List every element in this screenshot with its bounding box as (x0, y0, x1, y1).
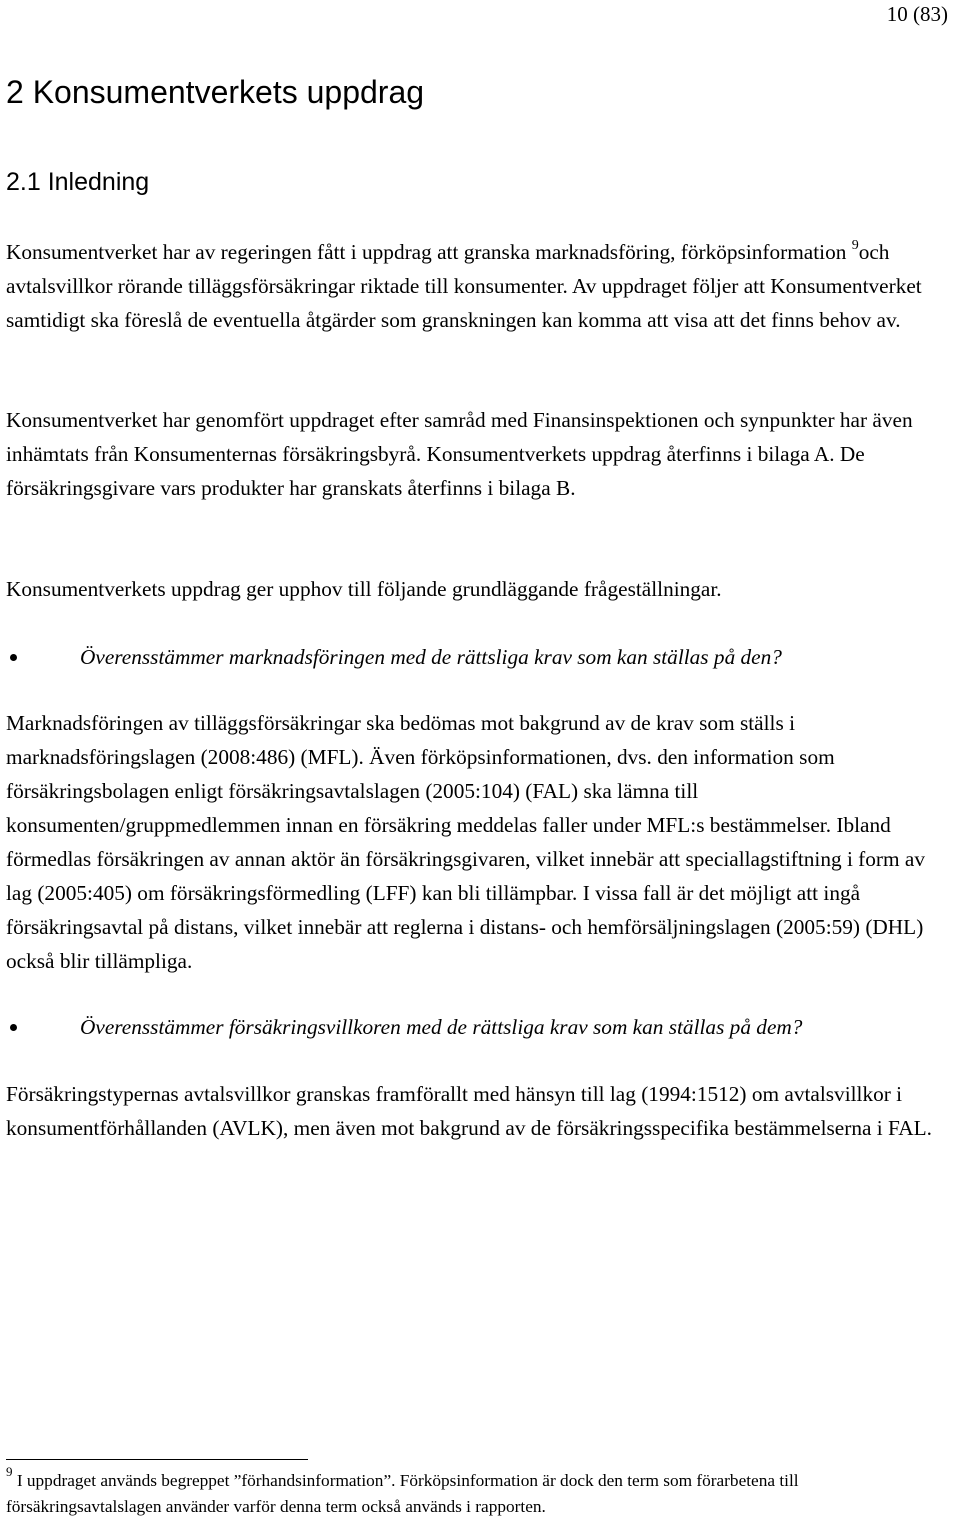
footnote-reference: 9 (851, 237, 859, 253)
footnote (6, 1464, 954, 1520)
paragraph-consultation: Konsumentverket har genomfört uppdraget efter samråd med Finansinspektionen och synpunkter har även inhämtats från Konsumenternas försäkringsbyrå. Konsumentverkets uppdrag återfinns i bilaga A. De försäkringsgivare vars produkter har granskats återfinns i bilaga B. (6, 408, 913, 500)
footnote-text: I uppdraget används begreppet ”förhandsinformation”. Förköpsinformation är dock den term som förarbetena till försäkringsavtalslagen använder varför denna term också används i rapporten. (6, 1471, 799, 1516)
section-heading: 2.1 Inledning (6, 168, 150, 196)
chapter-heading: 2 Konsumentverkets uppdrag (6, 74, 425, 110)
paragraph-intro-part-2: och avtalsvillkor rörande tilläggsförsäkringar riktade till konsumenter. Av uppdraget följer att Konsumentverket samtidigt ska föreslå de eventuella åtgärder som granskningen kan komma att visa att det finns behov av. (6, 240, 922, 332)
bullet-item-terms-text: Överensstämmer försäkringsvillkoren med de rättsliga krav som kan ställas på dem? (80, 1015, 803, 1039)
bullet-item-marketing-text: Överensstämmer marknadsföringen med de rättsliga krav som kan ställas på den? (80, 645, 782, 669)
footnote-number: 9 (6, 1464, 13, 1480)
paragraph-questions-intro: Konsumentverkets uppdrag ger upphov till följande grundläggande frågeställningar. (6, 577, 722, 601)
paragraph-contract-terms: Försäkringstypernas avtalsvillkor granskas framförallt med hänsyn till lag (1994:1512) om avtalsvillkor i konsumentförhållanden (AVLK), men även mot bakgrund av de försäkringsspecifika bestämmelserna i FAL. (6, 1082, 932, 1140)
paragraph-intro-part-1: Konsumentverket har av regeringen fått i uppdrag att granska marknadsföring, förköpsinformation (6, 240, 852, 264)
footnote-divider (6, 1459, 308, 1460)
bullet-icon (10, 654, 17, 661)
page-number: 10 (83) (886, 2, 948, 26)
paragraph-intro (6, 235, 954, 337)
paragraph-marketing-law: Marknadsföringen av tilläggsförsäkringar ska bedömas mot bakgrund av de krav som ställs i marknadsföringslagen (2008:486) (MFL). Även förköpsinformationen, dvs. den information som försäkringsbolagen enligt försäkringsavtalslagen (2005:104) (FAL) ska lämna till konsumenten/gruppmedlemmen innan en försäkring meddelas faller under MFL:s bestämmelser. Ibland förmedlas försäkringen av annan aktör än försäkringsgivaren, vilket innebär att speciallagstiftning i form av lag (2005:405) om försäkringsförmedling (LFF) kan bli tillämpbar. I vissa fall är det möjligt att ingå försäkringsavtal på distans, vilket innebär att reglerna i distans- och hemförsäljningslagen (2005:59) (DHL) också blir tillämpliga. (6, 711, 926, 973)
bullet-icon (10, 1024, 17, 1031)
